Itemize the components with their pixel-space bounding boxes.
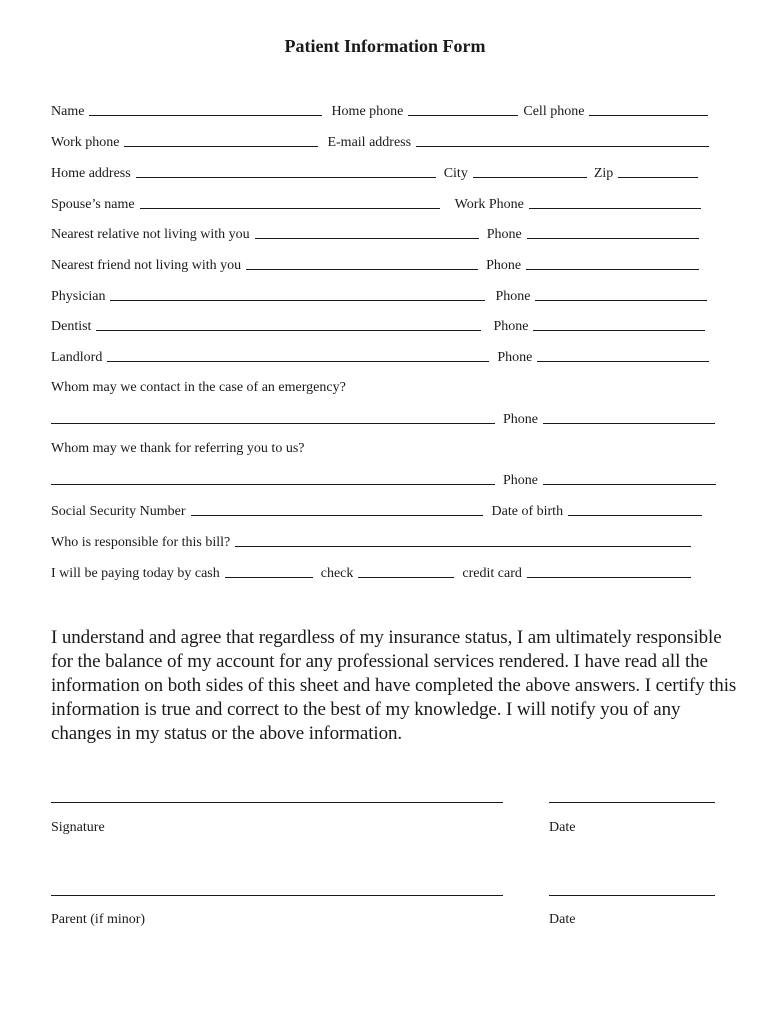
- parent-signature-line[interactable]: [51, 895, 503, 896]
- emergency-contact-field[interactable]: [51, 423, 495, 424]
- credit-card-label: credit card: [462, 566, 522, 581]
- nearest-relative-phone-field[interactable]: [527, 238, 699, 239]
- spouse-work-phone-label: Work Phone: [454, 197, 524, 212]
- responsible-field[interactable]: [235, 546, 691, 547]
- phone-label: Phone: [486, 258, 522, 273]
- physician-label: Physician: [51, 289, 106, 304]
- signature-label: Signature: [51, 820, 105, 835]
- check-label: check: [320, 566, 354, 581]
- cash-field[interactable]: [225, 577, 313, 578]
- phone-label: Phone: [486, 227, 522, 242]
- name-label: Name: [51, 104, 85, 119]
- row-nearest-friend: [51, 254, 721, 274]
- parent-date-label: Date: [549, 912, 576, 927]
- row-referral: [51, 469, 721, 489]
- home-address-label: Home address: [51, 166, 131, 181]
- check-field[interactable]: [358, 577, 454, 578]
- zip-field[interactable]: [618, 177, 698, 178]
- city-field[interactable]: [473, 177, 587, 178]
- row-landlord: [51, 346, 721, 366]
- nearest-friend-phone-field[interactable]: [526, 269, 699, 270]
- parent-label: Parent (if minor): [51, 912, 146, 927]
- row-physician: [51, 285, 721, 305]
- row-name-phones: [51, 100, 721, 120]
- spouse-name-field[interactable]: [140, 208, 440, 209]
- row-address: [51, 162, 721, 182]
- paying-cash-label: I will be paying today by cash: [51, 566, 220, 581]
- nearest-relative-label: Nearest relative not living with you: [51, 227, 250, 242]
- parent-date-line[interactable]: [549, 895, 715, 896]
- cell-phone-label: Cell phone: [523, 104, 585, 119]
- row-responsible: [51, 531, 721, 551]
- email-label: E-mail address: [327, 135, 412, 150]
- phone-label: Phone: [503, 412, 538, 427]
- ssn-field[interactable]: [191, 515, 483, 516]
- emergency-phone-field[interactable]: [543, 423, 715, 424]
- nearest-relative-field[interactable]: [255, 238, 479, 239]
- name-field[interactable]: [89, 115, 322, 116]
- row-spouse: [51, 193, 721, 213]
- spouse-name-label: Spouse’s name: [51, 197, 135, 212]
- physician-phone-field[interactable]: [535, 300, 707, 301]
- dentist-phone-field[interactable]: [533, 330, 705, 331]
- row-payment: [51, 562, 721, 582]
- cell-phone-field[interactable]: [589, 115, 708, 116]
- nearest-friend-field[interactable]: [246, 269, 478, 270]
- phone-label: Phone: [497, 350, 533, 365]
- dob-label: Date of birth: [491, 504, 564, 519]
- phone-label: Phone: [495, 289, 531, 304]
- referral-phone-field[interactable]: [543, 484, 716, 485]
- email-field[interactable]: [416, 146, 709, 147]
- landlord-label: Landlord: [51, 350, 103, 365]
- signature-date-line[interactable]: [549, 802, 715, 803]
- emergency-question: Whom may we contact in the case of an emergency?: [51, 380, 346, 395]
- responsible-label: Who is responsible for this bill?: [51, 535, 231, 550]
- agreement-statement: I understand and agree that regardless of my insurance status, I am ultimately responsible for the balance of my account for any professional services rendered. I have read all the information on both sides of this sheet and have completed the above answers. I certify this information is true and correct to the best of my knowledge. I will notify you of any changes in my status or the above information.: [51, 627, 737, 744]
- dob-field[interactable]: [568, 515, 702, 516]
- home-phone-field[interactable]: [408, 115, 518, 116]
- dentist-field[interactable]: [96, 330, 481, 331]
- city-label: City: [443, 166, 468, 181]
- home-address-field[interactable]: [136, 177, 436, 178]
- spouse-work-phone-field[interactable]: [529, 208, 701, 209]
- landlord-field[interactable]: [107, 361, 489, 362]
- zip-label: Zip: [593, 166, 614, 181]
- row-ssn-dob: [51, 500, 721, 520]
- phone-label: Phone: [493, 319, 529, 334]
- referral-question: Whom may we thank for referring you to us?: [51, 441, 305, 456]
- landlord-phone-field[interactable]: [537, 361, 709, 362]
- form-title: Patient Information Form: [284, 36, 486, 56]
- work-phone-field[interactable]: [124, 146, 318, 147]
- referral-field[interactable]: [51, 484, 495, 485]
- signature-date-label: Date: [549, 820, 576, 835]
- row-emergency: [51, 408, 721, 428]
- ssn-label: Social Security Number: [51, 504, 186, 519]
- row-nearest-relative: [51, 223, 721, 243]
- signature-line[interactable]: [51, 802, 503, 803]
- row-work-email: [51, 131, 721, 151]
- credit-card-field[interactable]: [527, 577, 691, 578]
- dentist-label: Dentist: [51, 319, 92, 334]
- work-phone-label: Work phone: [51, 135, 120, 150]
- row-dentist: [51, 315, 721, 335]
- phone-label: Phone: [503, 473, 538, 488]
- physician-field[interactable]: [110, 300, 485, 301]
- home-phone-label: Home phone: [331, 104, 404, 119]
- nearest-friend-label: Nearest friend not living with you: [51, 258, 242, 273]
